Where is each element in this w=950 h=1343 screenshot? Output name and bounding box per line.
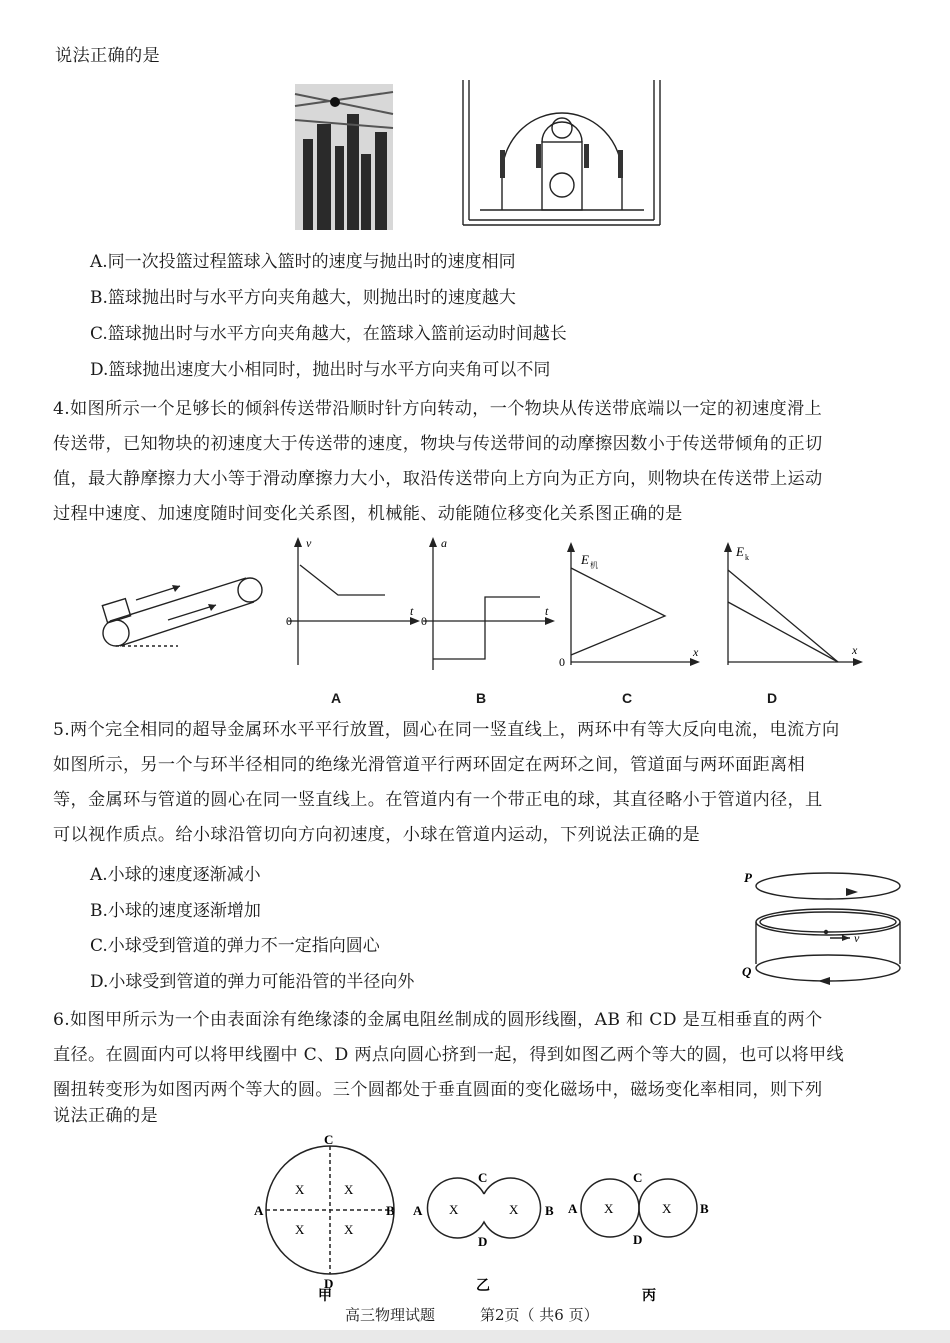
- graph-a-origin: 0: [286, 614, 292, 628]
- q3-option-b: B.篮球抛出时与水平方向夹角越大，则抛出时的速度越大: [90, 288, 516, 308]
- q3-option-d: D.篮球抛出速度大小相同时，抛出时与水平方向夹角可以不同: [90, 360, 551, 380]
- graph-d-y-label: E: [736, 544, 744, 559]
- graph-b-origin: 0: [421, 614, 427, 628]
- graph-b-label: B: [476, 690, 487, 706]
- q5-option-c: C.小球受到管道的弹力不一定指向圆心: [90, 936, 380, 956]
- graph-c-y-label: E: [581, 552, 589, 567]
- graph-a-label: A: [331, 690, 342, 706]
- q4-stem-line-1: 4.如图所示一个足够长的倾斜传送带沿顺时针方向转动，一个物块从传送带底端以一定的初速度滑上: [53, 399, 822, 419]
- graph-a-x-label: t: [410, 604, 414, 618]
- graph-d-label: D: [767, 690, 778, 706]
- jia-a: A: [254, 1203, 264, 1218]
- rings-and-tube-diagram: [740, 866, 910, 991]
- q5-stem-line-3: 等，金属环与管道的圆心在同一竖直线上。在管道内有一个带正电的球，其直径略小于管道内径，且: [53, 790, 823, 810]
- bing-x1: X: [604, 1201, 614, 1216]
- jia-x3: X: [295, 1222, 305, 1237]
- yi-b: B: [545, 1203, 554, 1218]
- q5-option-d: D.小球受到管道的弹力可能沿管的半径向外: [90, 972, 415, 992]
- basketball-photo: [295, 84, 393, 230]
- yi-d: D: [478, 1234, 488, 1249]
- jia-d: D: [324, 1276, 334, 1291]
- q6-stem-line-1: 6.如图甲所示为一个由表面涂有绝缘漆的金属电阻丝制成的圆形线圈，AB 和 CD 是互相垂直的两个: [53, 1010, 823, 1030]
- q5-stem-line-2: 如图所示，另一个与环半径相同的绝缘光滑管道平行两环固定在两环之间，管道面与两环面距离相: [53, 755, 805, 775]
- yi-c: C: [478, 1170, 488, 1185]
- jia-b: B: [386, 1203, 395, 1218]
- bing-b: B: [700, 1201, 709, 1216]
- jia-c: C: [324, 1132, 334, 1147]
- jia-x1: X: [295, 1182, 305, 1197]
- conveyor-belt-diagram: [98, 570, 268, 660]
- q4-stem-line-4: 过程中速度、加速度随时间变化关系图，机械能、动能随位移变化关系图正确的是: [53, 504, 683, 524]
- q5-stem-line-1: 5.两个完全相同的超导金属环水平平行放置，圆心在同一竖直线上，两环中有等大反向电流，电流方向: [53, 720, 840, 740]
- velocity-label: v: [854, 931, 860, 945]
- q5-option-a: A.小球的速度逐渐减小: [90, 865, 261, 885]
- graph-a-velocity-time: [280, 535, 430, 675]
- bing-x2: X: [662, 1201, 672, 1216]
- coil-bing: [581, 1179, 697, 1237]
- q3-stem-tail: 说法正确的是: [55, 46, 160, 66]
- yi-a: A: [413, 1203, 423, 1218]
- q6-stem-line-4: 说法正确的是: [53, 1106, 158, 1126]
- graph-c-y-sub: 机: [590, 561, 598, 570]
- yi-label: 乙: [476, 1279, 490, 1294]
- graph-b-acceleration-time: [415, 535, 565, 680]
- graph-c-mechanical-energy-position: [555, 540, 715, 675]
- coil-figures: [250, 1130, 720, 1305]
- jia-label: 甲: [318, 1289, 332, 1304]
- graph-b-x-label: t: [545, 604, 549, 618]
- bing-a: A: [568, 1201, 578, 1216]
- coil-yi: [427, 1178, 540, 1238]
- q4-stem-line-3: 值，最大静摩擦力大小等于滑动摩擦力大小，取沿传送带向上方向为正方向，则物块在传送带上运动: [53, 469, 823, 489]
- q6-stem-line-2: 直径。在圆面内可以将甲线圈中 C、D 两点向圆心挤到一起，得到如图乙两个等大的圆，也可以将甲线: [53, 1045, 845, 1065]
- q6-stem-line-3: 圈扭转变形为如图丙两个等大的圆。三个圆都处于垂直圆面的变化磁场中，磁场变化率相同，则下列: [53, 1080, 823, 1100]
- q4-stem-line-2: 传送带，已知物块的初速度大于传送带的速度，物块与传送带间的动摩擦因数小于传送带倾角的正切: [53, 434, 823, 454]
- graph-c-label: C: [622, 690, 633, 706]
- yi-x2: X: [509, 1202, 519, 1217]
- q5-option-b: B.小球的速度逐渐增加: [90, 901, 261, 921]
- basketball-court-diagram: [460, 80, 666, 230]
- jia-x2: X: [344, 1182, 354, 1197]
- graph-c-x-label: x: [693, 645, 699, 659]
- graph-d-kinetic-energy-position: [710, 540, 870, 675]
- q5-stem-line-4: 可以视作质点。给小球沿管切向方向初速度，小球在管道内运动，下列说法正确的是: [53, 825, 701, 845]
- q3-option-c: C.篮球抛出时与水平方向夹角越大，在篮球入篮前运动时间越长: [90, 324, 567, 344]
- graph-b-y-label: a: [441, 536, 447, 550]
- bing-label: 丙: [642, 1289, 656, 1304]
- graph-d-y-sub: k: [745, 553, 749, 562]
- graph-d-x-label: x: [852, 643, 858, 657]
- footer-page-number: 第2页（ 共6 页）: [480, 1306, 599, 1324]
- q3-option-a: A.同一次投篮过程篮球入篮时的速度与抛出时的速度相同: [90, 252, 516, 272]
- bottom-margin-bar: [0, 1330, 950, 1343]
- point-q-label: Q: [742, 964, 752, 979]
- footer-title: 高三物理试题: [345, 1306, 436, 1324]
- point-p-label: P: [744, 870, 752, 885]
- yi-x1: X: [449, 1202, 459, 1217]
- bing-c: C: [633, 1170, 643, 1185]
- jia-x4: X: [344, 1222, 354, 1237]
- graph-c-origin: 0: [559, 655, 565, 669]
- graph-a-y-label: v: [306, 536, 312, 550]
- bing-d: D: [633, 1232, 643, 1247]
- coil-jia: [266, 1146, 394, 1274]
